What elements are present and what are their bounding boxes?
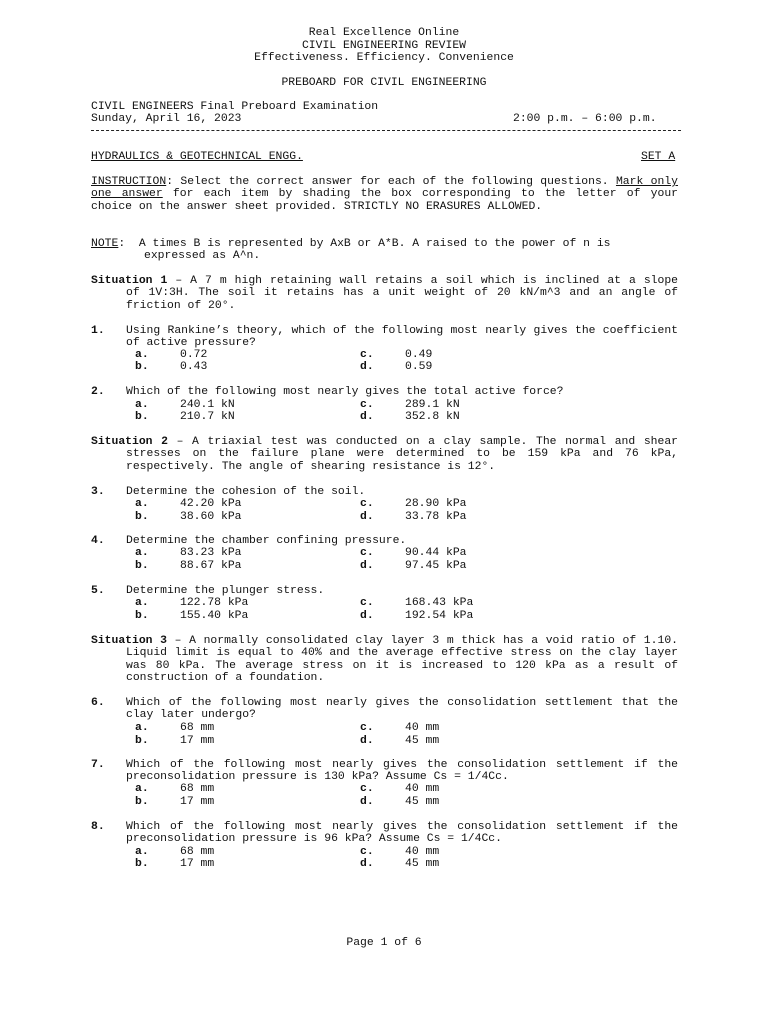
option-d: d. 33.78 kPa (360, 511, 467, 523)
situation-3 (91, 635, 678, 685)
option-b: b. 155.40 kPa (135, 610, 249, 622)
exam-title: PREBOARD FOR CIVIL ENGINEERING (281, 77, 487, 89)
question-number: 6. (91, 697, 105, 709)
question-number: 3. (91, 486, 105, 498)
option-a: a. 42.20 kPa (135, 498, 242, 510)
option-b: b. 17 mm (135, 735, 215, 747)
option-d: d. 97.45 kPa (360, 560, 467, 572)
instruction-text-2: for each item by shading the box corresponding to the letter of your choice on the answer sheet provided. STRICTLY NO ERASURES ALLOWED. (91, 188, 678, 213)
option-b: b. 38.60 kPa (135, 511, 242, 523)
option-a: a. 68 mm (135, 846, 215, 858)
exam-date: Sunday, April 16, 2023 (91, 113, 242, 125)
option-b: b. 0.43 (135, 361, 208, 373)
header-divider (91, 130, 681, 131)
situation-label: Situation 2 (91, 436, 168, 448)
question-number: 2. (91, 386, 105, 398)
question-text: Determine the cohesion of the soil. (126, 486, 366, 498)
question-text: Which of the following most nearly gives the total active force? (126, 386, 564, 398)
situation-text: – A normally consolidated clay layer 3 m thick has a void ratio of 1.10. Liquid limit is equal to 40% and the average effective stress on the clay layer was 80 kPa. The average stress on it is increased to 120 kPa as a result of construction of a foundation. (126, 635, 678, 685)
option-c: c. 289.1 kN (360, 399, 460, 411)
option-c: c. 40 mm (360, 846, 440, 858)
situation-text: – A triaxial test was conducted on a clay sample. The normal and shear stresses on the failure plane were determined to be 159 kPa and 76 kPa, respectively. The angle of shearing resistance is 12°. (126, 436, 678, 473)
question-text: Determine the plunger stress. (126, 585, 325, 597)
tagline: Effectiveness. Efficiency. Convenience (254, 52, 514, 64)
situation-1 (91, 275, 678, 312)
option-a: a. 0.72 (135, 349, 208, 361)
option-c: c. 0.49 (360, 349, 433, 361)
page-number: Page 1 of 6 (346, 937, 422, 949)
question-number: 5. (91, 585, 105, 597)
option-d: d. 45 mm (360, 796, 440, 808)
option-a: a. 122.78 kPa (135, 597, 249, 609)
situation-label: Situation 1 (91, 275, 168, 287)
option-c: c. 40 mm (360, 783, 440, 795)
note-line-1 (91, 238, 611, 250)
set-label: SET A (641, 151, 676, 163)
option-d: d. 45 mm (360, 858, 440, 870)
instruction-text-1: : Select the correct answer for each of the following questions. (166, 176, 609, 188)
option-d: d. 352.8 kN (360, 411, 460, 423)
option-c: c. 168.43 kPa (360, 597, 474, 609)
question-number: 1. (91, 325, 105, 337)
option-c: c. 28.90 kPa (360, 498, 467, 510)
exam-name: CIVIL ENGINEERS Final Preboard Examination (91, 101, 379, 113)
situation-2 (91, 436, 678, 473)
option-c: c. 90.44 kPa (360, 547, 467, 559)
note-text-1: : A times B is represented by AxB or A*B. A raised to the power of n is (118, 238, 611, 250)
instruction-label: INSTRUCTION (91, 176, 167, 188)
question-number: 4. (91, 535, 105, 547)
exam-time: 2:00 p.m. – 6:00 p.m. (513, 113, 657, 125)
question-text: Which of the following most nearly gives the consolidation settlement that the clay later undergo? (126, 697, 678, 722)
option-b: b. 88.67 kPa (135, 560, 242, 572)
review-name: CIVIL ENGINEERING REVIEW (301, 40, 467, 52)
situation-text: – A 7 m high retaining wall retains a soil which is inclined at a slope of 1V:3H. The soil it retains has a unit weight of 20 kN/m^3 and an angle of friction of 20°. (126, 275, 679, 312)
subject-title: HYDRAULICS & GEOTECHNICAL ENGG. (91, 151, 303, 163)
question-text: Which of the following most nearly gives the consolidation settlement if the preconsolidation pressure is 130 kPa? Assume Cs = 1/4Cc. (126, 759, 678, 784)
org-name: Real Excellence Online (308, 27, 460, 39)
option-a: a. 83.23 kPa (135, 547, 242, 559)
option-d: d. 192.54 kPa (360, 610, 474, 622)
option-d: d. 0.59 (360, 361, 433, 373)
note-label: NOTE (91, 238, 119, 250)
question-number: 7. (91, 759, 105, 771)
option-b: b. 17 mm (135, 796, 215, 808)
note-text-2: expressed as A^n. (144, 250, 261, 262)
option-c: c. 40 mm (360, 722, 440, 734)
instruction-mark-only: Mark only one answer (91, 176, 678, 201)
option-b: b. 210.7 kN (135, 411, 235, 423)
option-d: d. 45 mm (360, 735, 440, 747)
situation-label: Situation 3 (91, 635, 167, 647)
option-a: a. 68 mm (135, 783, 215, 795)
instruction-block (91, 176, 678, 213)
question-text: Determine the chamber confining pressure. (126, 535, 407, 547)
question-number: 8. (91, 821, 105, 833)
option-a: a. 68 mm (135, 722, 215, 734)
option-b: b. 17 mm (135, 858, 215, 870)
question-text: Using Rankine’s theory, which of the following most nearly gives the coefficient of active pressure? (126, 325, 678, 350)
question-text: Which of the following most nearly gives the consolidation settlement if the preconsolidation pressure is 96 kPa? Assume Cs = 1/4Cc. (126, 821, 678, 846)
option-a: a. 240.1 kN (135, 399, 235, 411)
